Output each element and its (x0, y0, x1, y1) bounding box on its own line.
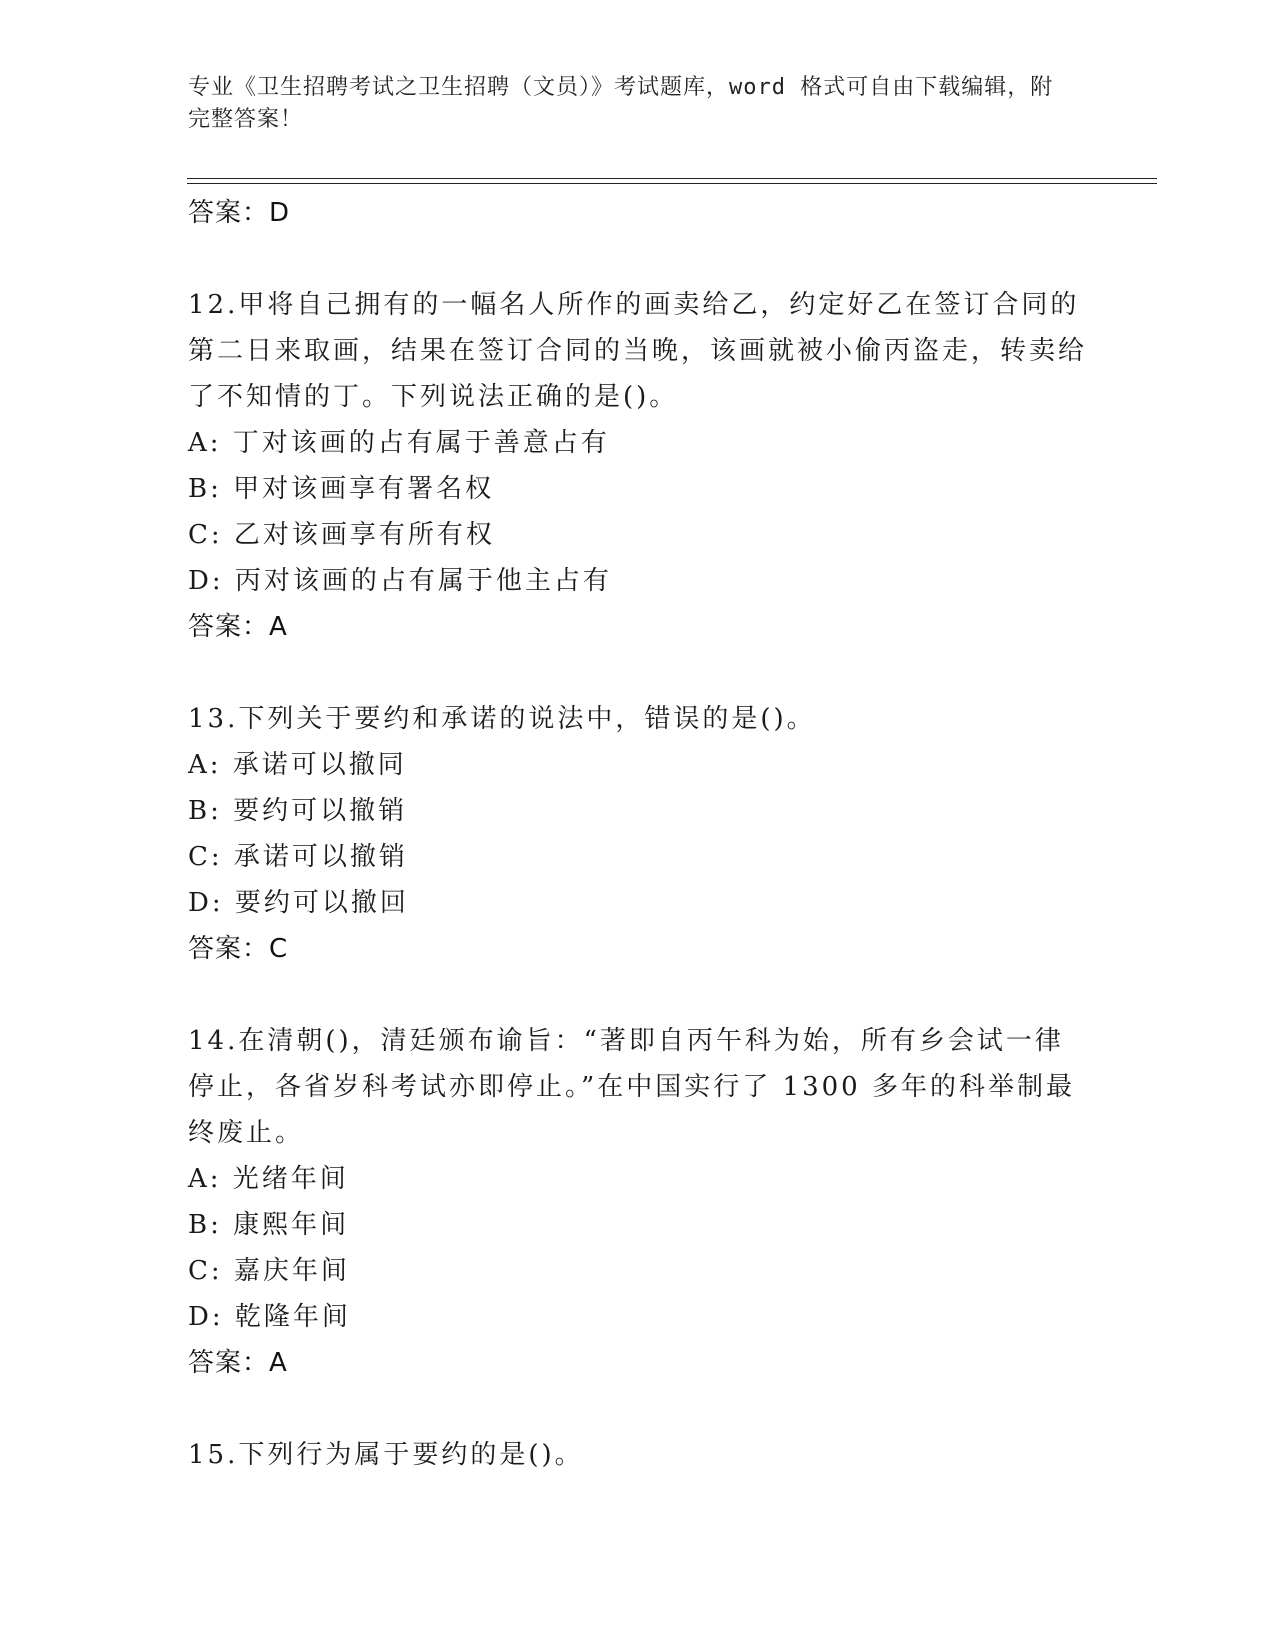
question-15 (188, 1432, 1088, 1478)
option-d: D: 乾隆年间 (188, 1302, 351, 1332)
question-text: 13.下列关于要约和承诺的说法中，错误的是()。 (188, 704, 816, 734)
option-c: C: 承诺可以撤销 (188, 842, 408, 872)
question-text: 14.在清朝()，清廷颁布谕旨：“著即自丙午科为始，所有乡会试一律停止，各省岁科考试亦即停止。”在中国实行了 1300 多年的科举制最终废止。 (188, 1026, 1075, 1148)
question-text: 15.下列行为属于要约的是()。 (188, 1440, 584, 1470)
header-divider-double (187, 183, 1157, 184)
option-b: B: 要约可以撤销 (188, 796, 408, 826)
question-text: 12.甲将自己拥有的一幅名人所作的画卖给乙，约定好乙在签订合同的第二日来取画，结果在签订合同的当晚，该画就被小偷丙盗走，转卖给了不知情的丁。下列说法正确的是()。 (188, 290, 1088, 412)
option-a: A: 光绪年间 (188, 1164, 349, 1194)
question-13 (188, 696, 1088, 972)
page-header: 专业《卫生招聘考试之卫生招聘（文员）》考试题库，word 格式可自由下载编辑，附完整答案！ (188, 75, 1054, 132)
answer-line: 答案：D (188, 198, 291, 228)
option-c: C: 乙对该画享有所有权 (188, 520, 495, 550)
question-list (188, 190, 1088, 1478)
question-12 (188, 282, 1088, 650)
option-d: D: 丙对该画的占有属于他主占有 (188, 566, 612, 596)
question-14 (188, 1018, 1088, 1386)
option-d: D: 要约可以撤回 (188, 888, 409, 918)
option-a: A: 丁对该画的占有属于善意占有 (188, 428, 610, 458)
answer-line: 答案：A (188, 1348, 288, 1378)
option-c: C: 嘉庆年间 (188, 1256, 350, 1286)
header-divider (187, 178, 1157, 179)
answer-line: 答案：A (188, 612, 288, 642)
option-b: B: 甲对该画享有署名权 (188, 474, 495, 504)
option-b: B: 康熙年间 (188, 1210, 350, 1240)
answer-line: 答案：C (188, 934, 289, 964)
option-a: A: 承诺可以撤同 (188, 750, 407, 780)
